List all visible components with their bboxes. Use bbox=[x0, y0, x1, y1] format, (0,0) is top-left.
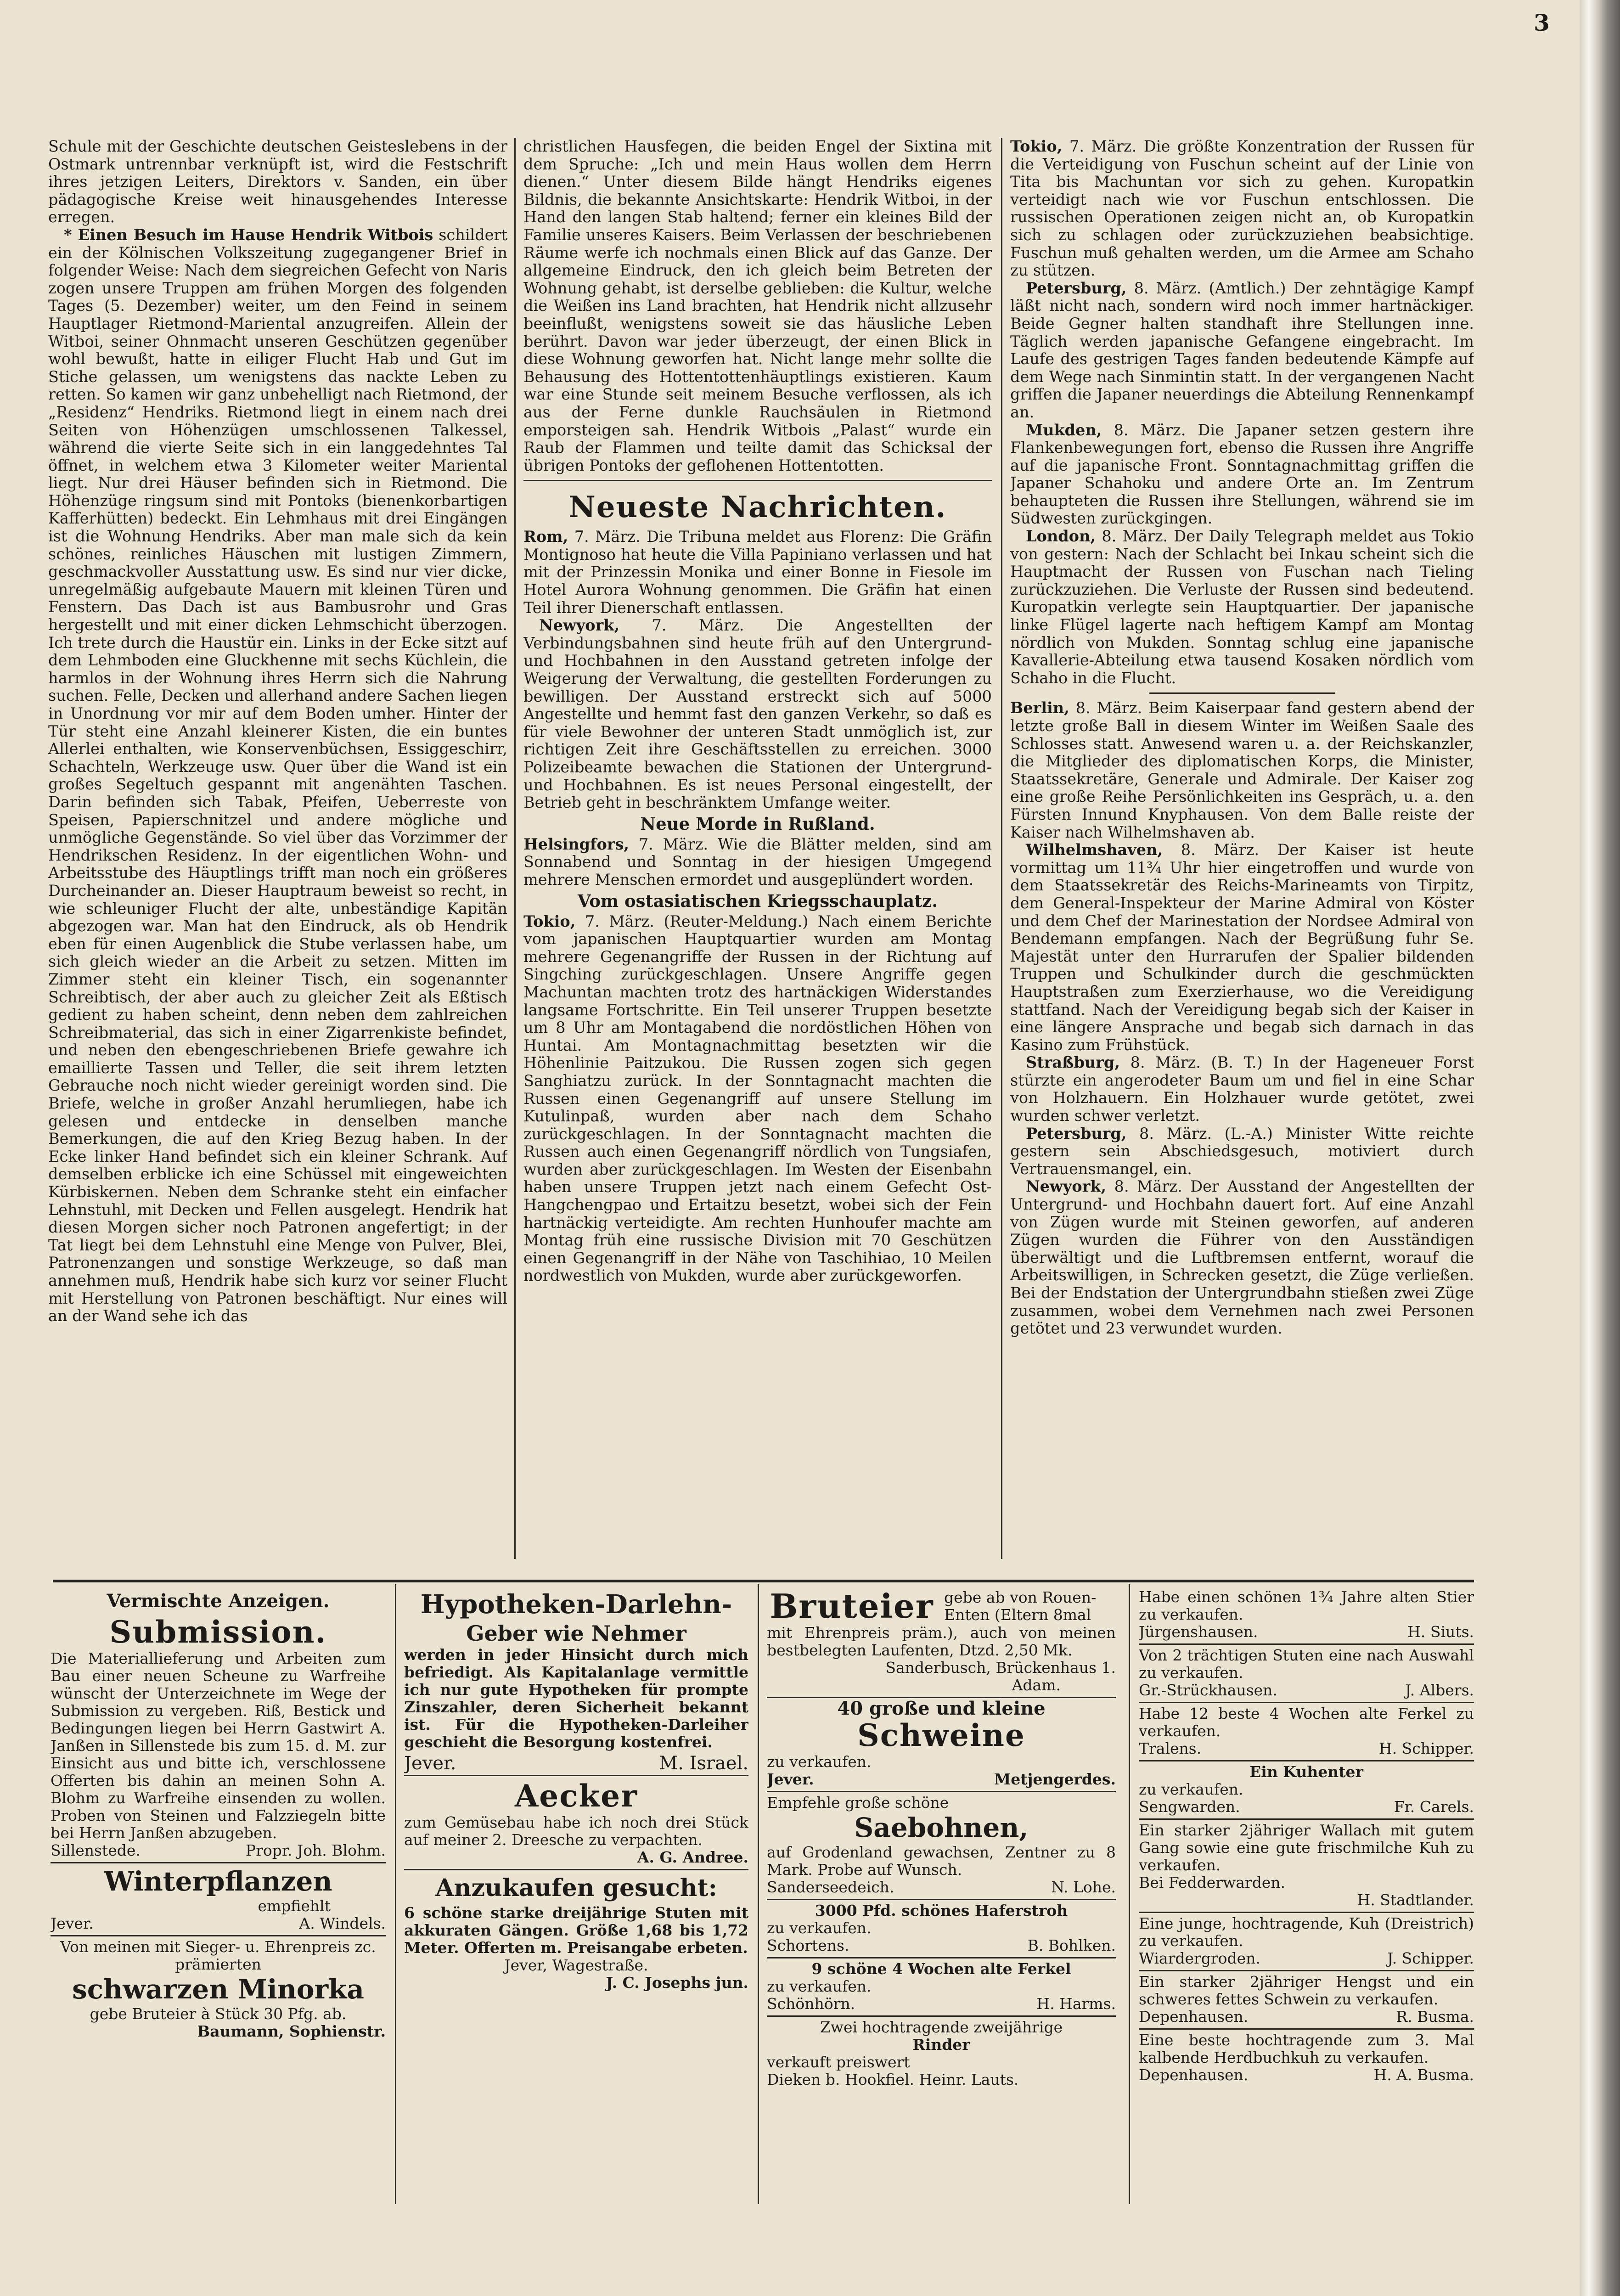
column-divider bbox=[1129, 1584, 1130, 2204]
ad-signature: Adam. bbox=[1012, 1676, 1061, 1694]
advertisement bbox=[404, 1776, 748, 1870]
news-item: Tokio, 7. März. Die größte Konzentration der Russen für die Verteidigung von Fuschun scheint auf der Linie von Tita bis Machuntan vor sich zu gehen. Kuropatkin verteidigt nach wie vor Fuschun entschlossen. Die russischen Operationen zeigen nicht an, ob Kuropatkin sich zu schlagen oder zurückzuziehen beabsichtige. Fuschun muß gehalten werden, um die Armee am Schaho zu stützen. bbox=[1010, 138, 1474, 280]
ad-body: zu verkaufen. bbox=[767, 1977, 872, 1995]
ad-title: Hypotheken-Darlehn- bbox=[420, 1589, 732, 1620]
ad-body: Jever, Wagestraße. bbox=[504, 1956, 648, 1974]
advertisement bbox=[404, 1870, 748, 1994]
advertisement bbox=[1139, 1645, 1474, 1703]
news-item: Petersburg, 8. März. (Amtlich.) Der zehntägige Kampf läßt nicht nach, sondern wird noch immer hartnäckiger. Beide Gegner halten standhaft ihre Stellungen inne. Täglich werden japanische Gefangene eingebracht. Im Laufe des gestrigen Tages fanden bedeutende Kämpfe auf dem Wege nach Sinmintin statt. In der vergangenen Nacht griffen die Japaner neuerdings die Abteilung Rennenkampf an. bbox=[1010, 279, 1474, 421]
advertisement bbox=[404, 1587, 748, 1776]
ad-body: Eine junge, hochtragende, Kuh (Dreistrich) zu verkaufen. bbox=[1139, 1914, 1474, 1950]
ad-body: gebe ab von Rouen-Enten (Eltern 8mal bbox=[944, 1588, 1097, 1624]
ad-signature: Depenhausen. H. A. Busma. bbox=[1139, 2066, 1474, 2084]
ad-title: Bruteier bbox=[770, 1587, 934, 1626]
advertisement bbox=[767, 1792, 1116, 1900]
ad-body: Eine beste hochtragende zum 3. Mal kalbende Herdbuchkuh zu verkaufen. bbox=[1139, 2031, 1474, 2066]
advertisement bbox=[1139, 2030, 1474, 2087]
ad-signature: H. Stadtlander. bbox=[1357, 1891, 1474, 1909]
news-item: Tokio, 7. März. (Reuter-Meldung.) Nach einem Berichte vom japanischen Hauptquartier wurden am Montag mehrere Gegenangriffe der Russen in der Richtung auf Singching zurückgeschlagen. Unsere Angriffe gegen Machuntan machten trotz des hartnäckigen Widerstandes langsame Fortschritte. Ein Teil unserer Truppen besetzte um 8 Uhr am Montagabend die nordöstlichen Höhen von Huntai. Am Montagnachmittag besetzten wir die Höhenlinie Paitzukou. Die Russen zogen sich gegen Sanghiatzu zurück. In der Sonntagnacht machten die Russen einen Gegenangriff auf unsere Stellung im Kutulinpaß, wurden aber nach dem Schaho zurückgeschlagen. In der Sonntagnacht machten die Russen auch einen Gegenangriff nördlich von Tungsiafen, wurden aber zurückgeschlagen. Im Westen der Eisenbahn haben unsere Truppen jetzt nach einem Gefecht Ost-Hangchengpao und Ertaitzu besetzt, wobei sich der Fein hartnäckig verteidigte. Am rechten Hunhoufer machte am Montag früh eine russische Division mit 70 Geschützen einen Gegenangriff in der Nähe von Taschihiao, 10 Meilen nordwestlich von Mukden, wurde aber zurückgeworfen. bbox=[523, 912, 992, 1285]
ad-body: 6 schöne starke dreijährige Stuten mit akkuraten Gängen. Größe 1,68 bis 1,72 Meter. Offerten m. Preisangabe erbeten. bbox=[404, 1904, 748, 1957]
ad-signature: Sanderseedeich. N. Lohe. bbox=[767, 1878, 1116, 1896]
divider bbox=[523, 480, 992, 481]
news-item: Berlin, 8. März. Beim Kaiserpaar fand gestern abend der letzte große Ball in diesem Winter im Weißen Saale des Schlosses statt. Anwesend waren u. a. der Reichskanzler, die Mitglieder des diplomatischen Korps, die Minister, Staatssekretäre, Generale und Admirale. Der Kaiser zog eine große Reihe Persönlichkeiten ins Gespräch, u. a. den Fürsten Innund Knyphausen. Von dem Balle reiste der Kaiser nach Wilhelmshaven ab. bbox=[1010, 699, 1474, 841]
ad-body: Empfehle große schöne bbox=[767, 1794, 949, 1812]
ad-signature: Sengwarden. Fr. Carels. bbox=[1139, 1798, 1474, 1816]
news-item: Newyork, 8. März. Der Ausstand der Angestellten der Untergrund- und Hochbahn dauert fort. Auf eine Anzahl von Zügen wurde mit Steinen geworfen, auf anderen Zügen wurden die Führer von den Ausständigen überwältigt und die Luftbremsen entfernt, worauf die Arbeitswilligen, in Schrecken gesetzt, die Züge verließen. Bei der Endstation der Untergrundbahn stießen zwei Züge zusammen, wobei dem Vernehmen nach zwei Personen getötet und 23 verwundet wurden. bbox=[1010, 1177, 1474, 1338]
ad-signature: Jever. M. Israel. bbox=[404, 1753, 748, 1774]
ad-title: Submission. bbox=[109, 1614, 327, 1650]
ad-signature: Jever. A. Windels. bbox=[51, 1914, 386, 1932]
ad-body: zu verkaufen. bbox=[767, 1919, 872, 1937]
advertisement bbox=[1139, 1703, 1474, 1761]
paragraph: christlichen Hausfegen, die beiden Engel der Sixtina mit dem Spruche: „Ich und mein Haus wollen dem Herrn dienen.“ Unter diesem Bilde hängt Hendriks eigenes Bildnis, die bekannte Ansichtskarte: Hendrik Witboi, in der Hand den langen Stab haltend; ferner ein kleines Bild der Familie unseres Kaisers. Beim Verlassen der beschriebenen Räume werfe ich nochmals einen Blick auf das Ganze. Der allgemeine Eindruck, den ich gleich beim Betreten der Wohnung gehabt, ist derselbe geblieben: die Kultur, welche die Weißen ins Land brachten, hat Hendrik nicht allzusehr beeinflußt, wenigstens soweit sie das häusliche Leben berührt. Davon war jeder überzeugt, der einen Blick in diese Wohnung geworfen hat. Nicht lange mehr sollte die Behausung des Hottentottenhäuptlings existieren. Kaum war eine Stunde seit meinem Besuche verflossen, als ich aus der Ferne dunkle Rauchsäulen in Rietmond emporsteigen sah. Hendrik Witbois „Palast“ wurde ein Raub der Flammen und teilte damit das Schicksal der übrigen Pontoks der geflohenen Hottentotten. bbox=[523, 138, 992, 474]
paragraph bbox=[48, 226, 507, 1325]
advertisement bbox=[767, 1958, 1116, 2017]
ad-body: empfiehlt bbox=[258, 1897, 331, 1915]
ad-body: Ein starker 2jähriger Hengst und ein schweres fettes Schwein zu verkaufen. bbox=[1139, 1973, 1474, 2008]
article-column-2 bbox=[523, 138, 992, 1552]
ad-body: werden in jeder Hinsicht durch mich befriedigt. Als Kapitalanlage vermittle ich nur gute Hypotheken für prompte Zinszahler, deren Sicherheit bekannt ist. Für die Hypotheken-Darleiher geschieht die Besorgung kostenfrei. bbox=[404, 1646, 748, 1751]
article-column-1 bbox=[48, 138, 507, 1552]
page-edge bbox=[1580, 0, 1620, 2296]
ad-body: zu verkaufen. bbox=[1139, 1780, 1243, 1798]
ad-title: 3000 Pfd. schönes Haferstroh bbox=[815, 1902, 1068, 1919]
article-body: schildert ein der Kölnischen Volkszeitung zugegangener Brief in folgender Weise: Nach dem siegreichen Gefecht von Naris zogen unsere Truppen am frühen Morgen des folgenden Tages (5. Dezember) weiter, um den Feind in seinem Hauptlager Rietmond-Mariental anzugreifen. Allein der Witboi, seiner Ohnmacht unseren Geschützen gegenüber wohl bewußt, hatte in eiliger Flucht Hab und Gut im Stiche gelassen, um wenigstens das nackte Leben zu retten. So kamen wir ganz unbehelligt nach Rietmond, der „Residenz“ Hendriks. Rietmond liegt in einem nach drei Seiten von Höhenzügen umschlossenen Talkessel, während die vierte Seite sich in ein langgedehntes Tal öffnet, in welchem etwa 3 Kilometer weiter Mariental liegt. Nur drei Häuser befinden sich in Rietmond. Die Höhenzüge ringsum sind mit Pontoks (bienenkorbartigen Kafferhütten) bedeckt. Ein Lehmhaus mit drei Eingängen ist die Wohnung Hendriks. Aber man male sich da kein schönes, reinliches Häuschen mit lustigen Zimmern, geschmackvoller Ausstattung usw. Es sind nur vier dicke, unregelmäßig aufgebaute Mauern mit kleinen Türen und Fenstern. Das Dach ist aus Bambusrohr und Gras hergestellt und mit einer dicken Lehmschicht überzogen. Ich trete durch die Haustür ein. Links in der Ecke sitzt auf dem Lehmboden eine Gluckhenne mit sechs Küchlein, die harmlos in der Wohnung ihres Herrn sich die Nahrung suchen. Felle, Decken und allerhand andere Sachen liegen in Unordnung vor mir auf dem Boden umher. Hinter der Tür steht eine Anzahl kleinerer Kisten, die ein buntes Allerlei enthalten, wie Konservenbüchsen, Essiggeschirr, Schachteln, Werkzeuge usw. Quer über die Wand ist ein großes Segeltuch gespannt mit angenähten Taschen. Darin befinden sich Tabak, Pfeifen, Ueberreste von Speisen, Papierschnitzel und andere mögliche und unmögliche Gegenstände. So viel über das Vorzimmer der Hendrikschen Residenz. In der eigentlichen Wohn- und Arbeitsstube des Häuptlings trifft man noch ein größeres Durcheinander an. Dieser Hauptraum beweist so recht, in wie schleuniger Flucht der alte, unbeständige Kapitän abgezogen war. Man hat den Eindruck, als ob Hendrik eben für einen Augenblick die Stube verlassen habe, um sich gleich wieder an die Arbeit zu setzen. Mitten im Zimmer steht ein kleiner Tisch, ein sogenannter Schreibtisch, der aber auch zu gleicher Zeit als Eßtisch gedient zu haben scheint, denn neben dem zahlreichen Schreibmaterial, das sich in einer Zigarrenkiste befindet, und neben den ebengeschriebenen Briefe gewahre ich emaillierte Tassen und Teller, die seit ihrem letzten Gebrauche noch nicht wieder gereinigt worden sind. Die Briefe, welche in großer Anzahl herumliegen, habe ich gelesen und entdecke in denselben manche Bemerkungen, die auf den Krieg Bezug haben. In der Ecke linker Hand befindet sich ein kleiner Schrank. Auf demselben erblicke ich eine Schüssel mit eingeweichten Kürbiskernen. Neben dem Schranke steht ein einfacher Lehnstuhl, mit Decken und Fellen ausgelegt. Hendrik hat diesen Morgen sicher noch Patronen angefertigt; in der Tat liegt bei dem Lehnstuhl eine Menge von Pulver, Blei, Patronenzangen und sonstige Werkzeuge, so daß man annehmen muß, Hendrik habe sich kurz vor seiner Flucht mit Herstellung von Patronen beschäftigt. Nur eines will an der Wand sehe ich das bbox=[48, 225, 507, 1325]
ad-body: mit Ehrenpreis präm.), auch von meinen bestbelegten Laufenten, Dtzd. 2,50 Mk. bbox=[767, 1624, 1116, 1659]
ad-body: Bei Fedderwarden. bbox=[1139, 1874, 1286, 1891]
column-divider bbox=[758, 1584, 759, 2204]
ad-signature: Baumann, Sophienstr. bbox=[197, 2022, 386, 2040]
advertisement bbox=[767, 2017, 1116, 2091]
ad-signature: Sillenstede. Propr. Joh. Blohm. bbox=[51, 1841, 386, 1859]
ad-title: Saebohnen, bbox=[854, 1812, 1029, 1843]
ad-body: auf Grodenland gewachsen, Zentner zu 8 Mark. Probe auf Wunsch. bbox=[767, 1843, 1116, 1879]
ad-signature: J. C. Josephs jun. bbox=[606, 1974, 748, 1992]
ad-signature: Dieken b. Hookfiel. Heinr. Lauts. bbox=[767, 2071, 1019, 2088]
news-item: Helsingfors, 7. März. Wie die Blätter melden, sind am Sonnabend und Sonntag in der hiesigen Umgegend mehrere Menschen ermordet und ausgeplündert worden. bbox=[523, 835, 992, 889]
ad-title: Aecker bbox=[515, 1778, 638, 1814]
ad-signature: Schortens. B. Bohlken. bbox=[767, 1936, 1116, 1954]
subheading: Vom ostasiatischen Kriegsschauplatz. bbox=[577, 890, 938, 911]
advertisement bbox=[51, 1936, 386, 2043]
ad-signature: Gr.-Strückhausen. J. Albers. bbox=[1139, 1681, 1474, 1699]
ads-separator bbox=[53, 1580, 1474, 1582]
ad-body: zum Gemüsebau habe ich noch drei Stück auf meiner 2. Dreesche zu verpachten. bbox=[404, 1813, 748, 1849]
ad-body: Von 2 trächtigen Stuten eine nach Auswahl zu verkaufen. bbox=[1139, 1646, 1474, 1682]
page-number: 3 bbox=[1534, 9, 1550, 36]
ad-body: verkauft preiswert bbox=[767, 2053, 910, 2071]
ad-signature: Jürgenshausen. H. Siuts. bbox=[1139, 1623, 1474, 1641]
divider bbox=[1149, 692, 1335, 694]
news-item: Newyork, 7. März. Die Angestellten der Verbindungsbahnen sind heute früh auf den Untergrund- und Hochbahnen in den Ausstand getreten infolge der Weigerung der Verwaltung, die gestellten Forderungen zu bewilligen. Der Ausstand erstreckt sich auf 5000 Angestellte und hemmt fast den ganzen Verkehr, so daß es für viele Bewohner der unteren Stadt unmöglich ist, zur richtigen Zeit ihre Geschäftsstellen zu erreichen. 3000 Polizeibeamte bewachen die Stationen der Untergrund- und Hochbahnen. Es ist neues Personal eingestellt, der Betrieb geht in beschränktem Umfange weiter. bbox=[523, 616, 992, 812]
ad-body: Ein starker 2jähriger Wallach mit gutem Gang sowie eine gute frischmilche Kuh zu verkaufen. bbox=[1139, 1821, 1474, 1874]
ad-title: Winterpflanzen bbox=[104, 1866, 332, 1897]
ads-column-3 bbox=[767, 1587, 1116, 2204]
ad-body: Zwei hochtragende zweijährige bbox=[820, 2018, 1063, 2036]
news-item: Wilhelmshaven, 8. März. Der Kaiser ist heute vormittag um 11¾ Uhr hier eingetroffen und wurde von dem Staatssekretär des Reichs-Marineamts von Tirpitz, dem General-Inspekteur der Marine Admiral von Köster und dem Chef der Marinestation der Nordsee Admiral von Bendemann empfangen. Nach der Begrüßung fuhr Se. Majestät unter den Hurrarufen der Spalier bildenden Truppen und Schulkinder durch die geschmückten Hauptstraßen zum Exerzierhause, wo die Vereidigung stattfand. Nach der Vereidigung begab sich der Kaiser in eine längere Ansprache und begab sich darnach in das Kasino zum Frühstück. bbox=[1010, 841, 1474, 1054]
ad-body: Habe 12 beste 4 Wochen alte Ferkel zu verkaufen. bbox=[1139, 1705, 1474, 1740]
advertisement bbox=[1139, 1820, 1474, 1913]
ad-body: Die Materiallieferung und Arbeiten zum Bau einer neuen Scheune zu Warfreihe wünscht der Unterzeichnete im Wege der Submission zu vergeben. Riß, Bestick und Bedingungen liegen bei Herrn Gastwirt A. Janßen in Sillenstede bis zum 15. d. M. zur Einsicht aus und bitte ich, verschlossene Offerten bis dahin an meinen Sohn A. Blohm zu Warfreihe einsenden zu wollen. Proben von Steinen und Falzziegeln bitte bei Herrn Janßen abzugeben. bbox=[51, 1649, 386, 1842]
news-item: Straßburg, 8. März. (B. T.) In der Hageneuer Forst stürzte ein angerodeter Baum um und fiel in eine Schar von Holzhauern. Ein Holzhauer wurde getötet, zwei wurden schwer verletzt. bbox=[1010, 1053, 1474, 1125]
advertisement bbox=[51, 1863, 386, 1936]
ad-signature: Depenhausen. R. Busma. bbox=[1139, 2008, 1474, 2026]
column-divider bbox=[514, 138, 516, 1559]
advertisement bbox=[767, 1900, 1116, 1958]
ad-signature: A. G. Andree. bbox=[637, 1848, 748, 1866]
section-heading: Neueste Nachrichten. bbox=[568, 490, 947, 525]
ads-column-2 bbox=[404, 1587, 748, 2204]
paragraph: Schule mit der Geschichte deutschen Geisteslebens in der Ostmark untrennbar verknüpft ist, wird die Festschrift ihres jetzigen Leiters, Direktors v. Sanden, ein über pädagogische Kreise weit hinausgehendes Interesse erregen. bbox=[48, 138, 507, 226]
advertisement bbox=[767, 1698, 1116, 1792]
ad-title: Ein Kuhenter bbox=[1249, 1763, 1363, 1781]
advertisement bbox=[1139, 1587, 1474, 1645]
ad-subtitle: Geber wie Nehmer bbox=[466, 1621, 686, 1646]
news-item: London, 8. März. Der Daily Telegraph meldet aus Tokio von gestern: Nach der Schlacht bei Inkau scheint sich die Hauptmacht der Russen von Fuschan nach Tieling zurückzuziehen. Die Verluste der Russen sind bedeutend. Kuropatkin verlegte sein Hauptquartier. Der japanische linke Flügel lagerte nach heftigem Kampf am Montag nördlich von Mukden. Sonntag schlug eine japanische Kavallerie-Abteilung etwa tausend Kosaken nördlich vom Schaho in die Flucht. bbox=[1010, 527, 1474, 687]
advertisement bbox=[51, 1587, 386, 1863]
advertisement bbox=[1139, 1971, 1474, 2030]
ad-body: Von meinen mit Sieger- u. Ehrenpreis zc. prämierten bbox=[60, 1938, 376, 1973]
subheading: Neue Morde in Rußland. bbox=[640, 813, 875, 834]
ad-body: gebe Bruteier à Stück 30 Pfg. ab. bbox=[90, 2005, 347, 2023]
advertisement bbox=[1139, 1913, 1474, 1971]
ad-title: schwarzen Minorka bbox=[72, 1974, 364, 2005]
ads-column-1 bbox=[51, 1587, 386, 2204]
ads-header: Vermischte Anzeigen. bbox=[107, 1590, 330, 1612]
advertisement bbox=[767, 1587, 1116, 1698]
ads-column-4 bbox=[1139, 1587, 1474, 2204]
column-divider bbox=[1001, 138, 1002, 1559]
ad-signature: Tralens. H. Schipper. bbox=[1139, 1739, 1474, 1757]
ad-title: Anzukaufen gesucht: bbox=[435, 1874, 717, 1902]
ad-signature: Schönhörn. H. Harms. bbox=[767, 1995, 1116, 2013]
column-divider bbox=[395, 1584, 396, 2204]
ad-body: zu verkaufen. bbox=[767, 1753, 872, 1771]
ad-title: 9 schöne 4 Wochen alte Ferkel bbox=[811, 1960, 1071, 1978]
news-item: Rom, 7. März. Die Tribuna meldet aus Florenz: Die Gräfin Montignoso hat heute die Villa Papiniano verlassen und hat mit der Prinzessin Monika und einer Bonne in Fiesole im Hotel Aurora Wohnung genommen. Die Gräfin hat einen Teil ihrer Dienerschaft entlassen. bbox=[523, 528, 992, 617]
ad-body: 40 große und kleine bbox=[837, 1698, 1046, 1719]
news-item: Mukden, 8. März. Die Japaner setzen gestern ihre Flankenbewegungen fort, ebenso die Russen ihre Angriffe auf die japanische Front. Sonntagnachmittag griffen die Japaner Schahoku und andere Orte an. Im Zentrum behaupteten die Russen ihre Stellungen, während sie im Südwesten zurückgingen. bbox=[1010, 421, 1474, 528]
article-lead: * Einen Besuch im Hause Hendrik Witbois bbox=[64, 225, 433, 244]
ad-title: Rinder bbox=[912, 2036, 970, 2054]
ad-title: Schweine bbox=[857, 1717, 1025, 1753]
ad-signature: Wiardergroden. J. Schipper. bbox=[1139, 1949, 1474, 1967]
news-item: Petersburg, 8. März. (L.-A.) Minister Witte reichte gestern sein Abschiedsgesuch, motiviert durch Vertrauensmangel, ein. bbox=[1010, 1124, 1474, 1178]
ad-body: Sanderbusch, Brückenhaus 1. bbox=[885, 1659, 1116, 1677]
ad-body: Habe einen schönen 1¾ Jahre alten Stier zu verkaufen. bbox=[1139, 1588, 1474, 1623]
ad-signature: Jever. Metjengerdes. bbox=[767, 1770, 1116, 1788]
advertisement bbox=[1139, 1761, 1474, 1820]
article-column-3 bbox=[1010, 138, 1474, 1552]
